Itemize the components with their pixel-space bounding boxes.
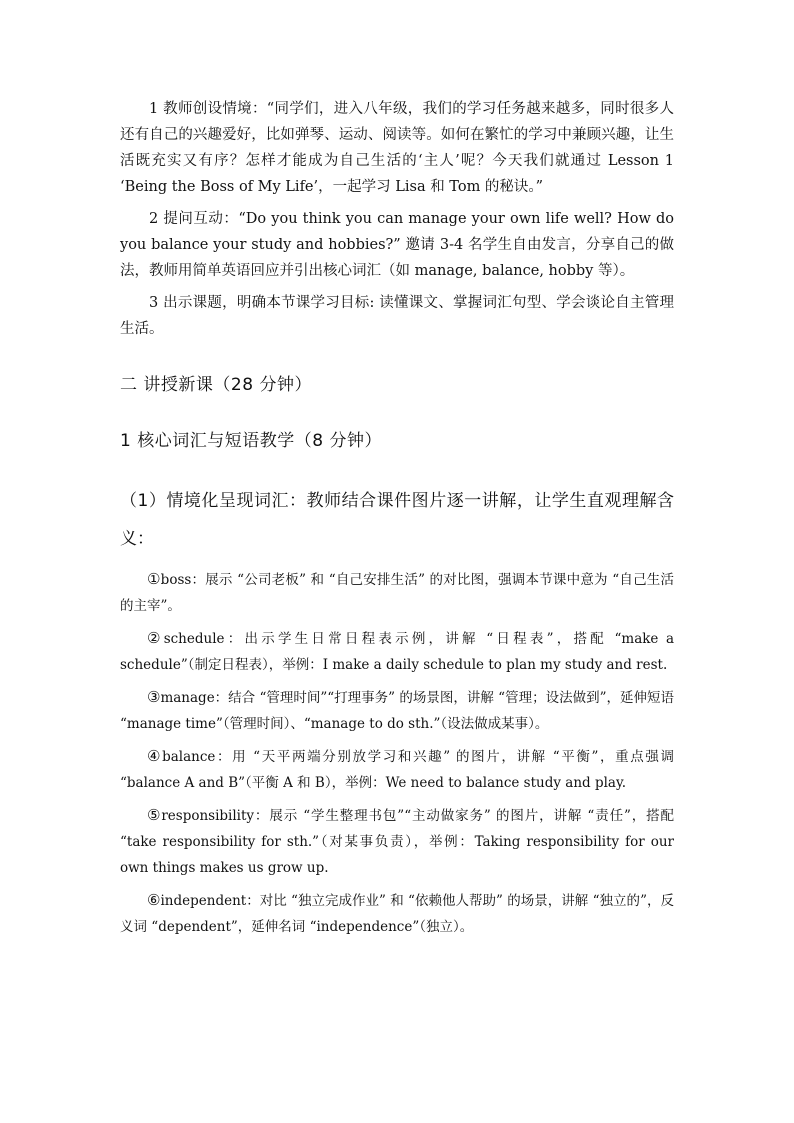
circled-number-5: ⑤ — [147, 806, 162, 824]
circled-number-3: ③ — [147, 688, 161, 706]
section-heading: 二 讲授新课（28 分钟） — [120, 375, 312, 395]
intro-paragraph-1: 1 教师创设情境：“同学们，进入八年级，我们的学习任务越来越多，同时很多人还有自己的兴趣爱好，比如弹琴、运动、阅读等。如何在繁忙的学习中兼顾兴趣，让生活既充实又有序？怎样才能成为自己生活的‘主人’呢？今天我们就通过 Lesson 1 ‘Being the Boss of My Life’，一起学习 Lisa 和 Tom 的秘诀。” — [120, 101, 674, 195]
subsection-heading: 1 核心词汇与短语教学（8 分钟） — [120, 431, 382, 451]
vocab-text: responsibility：展示 “学生整理书包”“主动做家务” 的图片，讲解 “责任”，搭配 “take responsibility for sth.”（对某事负责），举例：Taking responsibility for our own things makes us grow up. — [120, 808, 674, 876]
document-page — [120, 96, 674, 946]
intro-paragraph-3: 3 出示课题，明确本节课学习目标: 读懂课文、掌握词汇句型、学会谈论自主管理生活。 — [120, 295, 674, 337]
vocab-item-balance — [120, 743, 674, 796]
vocab-text: balance：用 “天平两端分别放学习和兴趣” 的图片，讲解 “平衡”，重点强调 “balance A and B”（平衡 A 和 B），举例：We need to balance study and play. — [120, 749, 674, 791]
circled-number-4: ④ — [147, 747, 163, 765]
circled-number-1: ① — [147, 570, 161, 588]
vocab-item-responsibility — [120, 802, 674, 881]
intro-paragraph-2: 2 提问互动：“Do you think you can manage your own life well? How do you balance your study and hobbies?” 邀请 3-4 名学生自由发言，分享自己的做法，教师用简单英语回应并引出核心词汇（如 manage, balance, hobby 等）。 — [120, 211, 674, 279]
vocab-text: manage：结合 “管理时间”“打理事务” 的场景图，讲解 “管理；设法做到”，延伸短语 “manage time”（管理时间）、“manage to do sth.”（设法做成某事）。 — [120, 690, 674, 732]
vocab-item-manage — [120, 684, 674, 737]
step-heading: （1）情境化呈现词汇：教师结合课件图片逐一讲解，让学生直观理解含义： — [120, 491, 674, 549]
circled-number-6: ⑥ — [147, 891, 161, 909]
vocab-text: independent：对比 “独立完成作业” 和 “依赖他人帮助” 的场景，讲解 “独立的”，反义词 “dependent”，延伸名词 “independence”（独立）。 — [120, 893, 674, 935]
vocab-text: boss：展示 “公司老板” 和 “自己安排生活” 的对比图，强调本节课中意为 “自己生活的主宰”。 — [120, 572, 675, 614]
vocab-item-schedule — [120, 625, 674, 678]
vocab-item-boss — [120, 566, 674, 619]
vocab-text: schedule：出示学生日常日程表示例，讲解 “日程表”，搭配 “make a schedule”（制定日程表），举例：I make a daily schedule to plan my study and rest. — [120, 631, 674, 673]
vocab-item-independent — [120, 887, 674, 940]
circled-number-2: ② — [147, 629, 164, 647]
